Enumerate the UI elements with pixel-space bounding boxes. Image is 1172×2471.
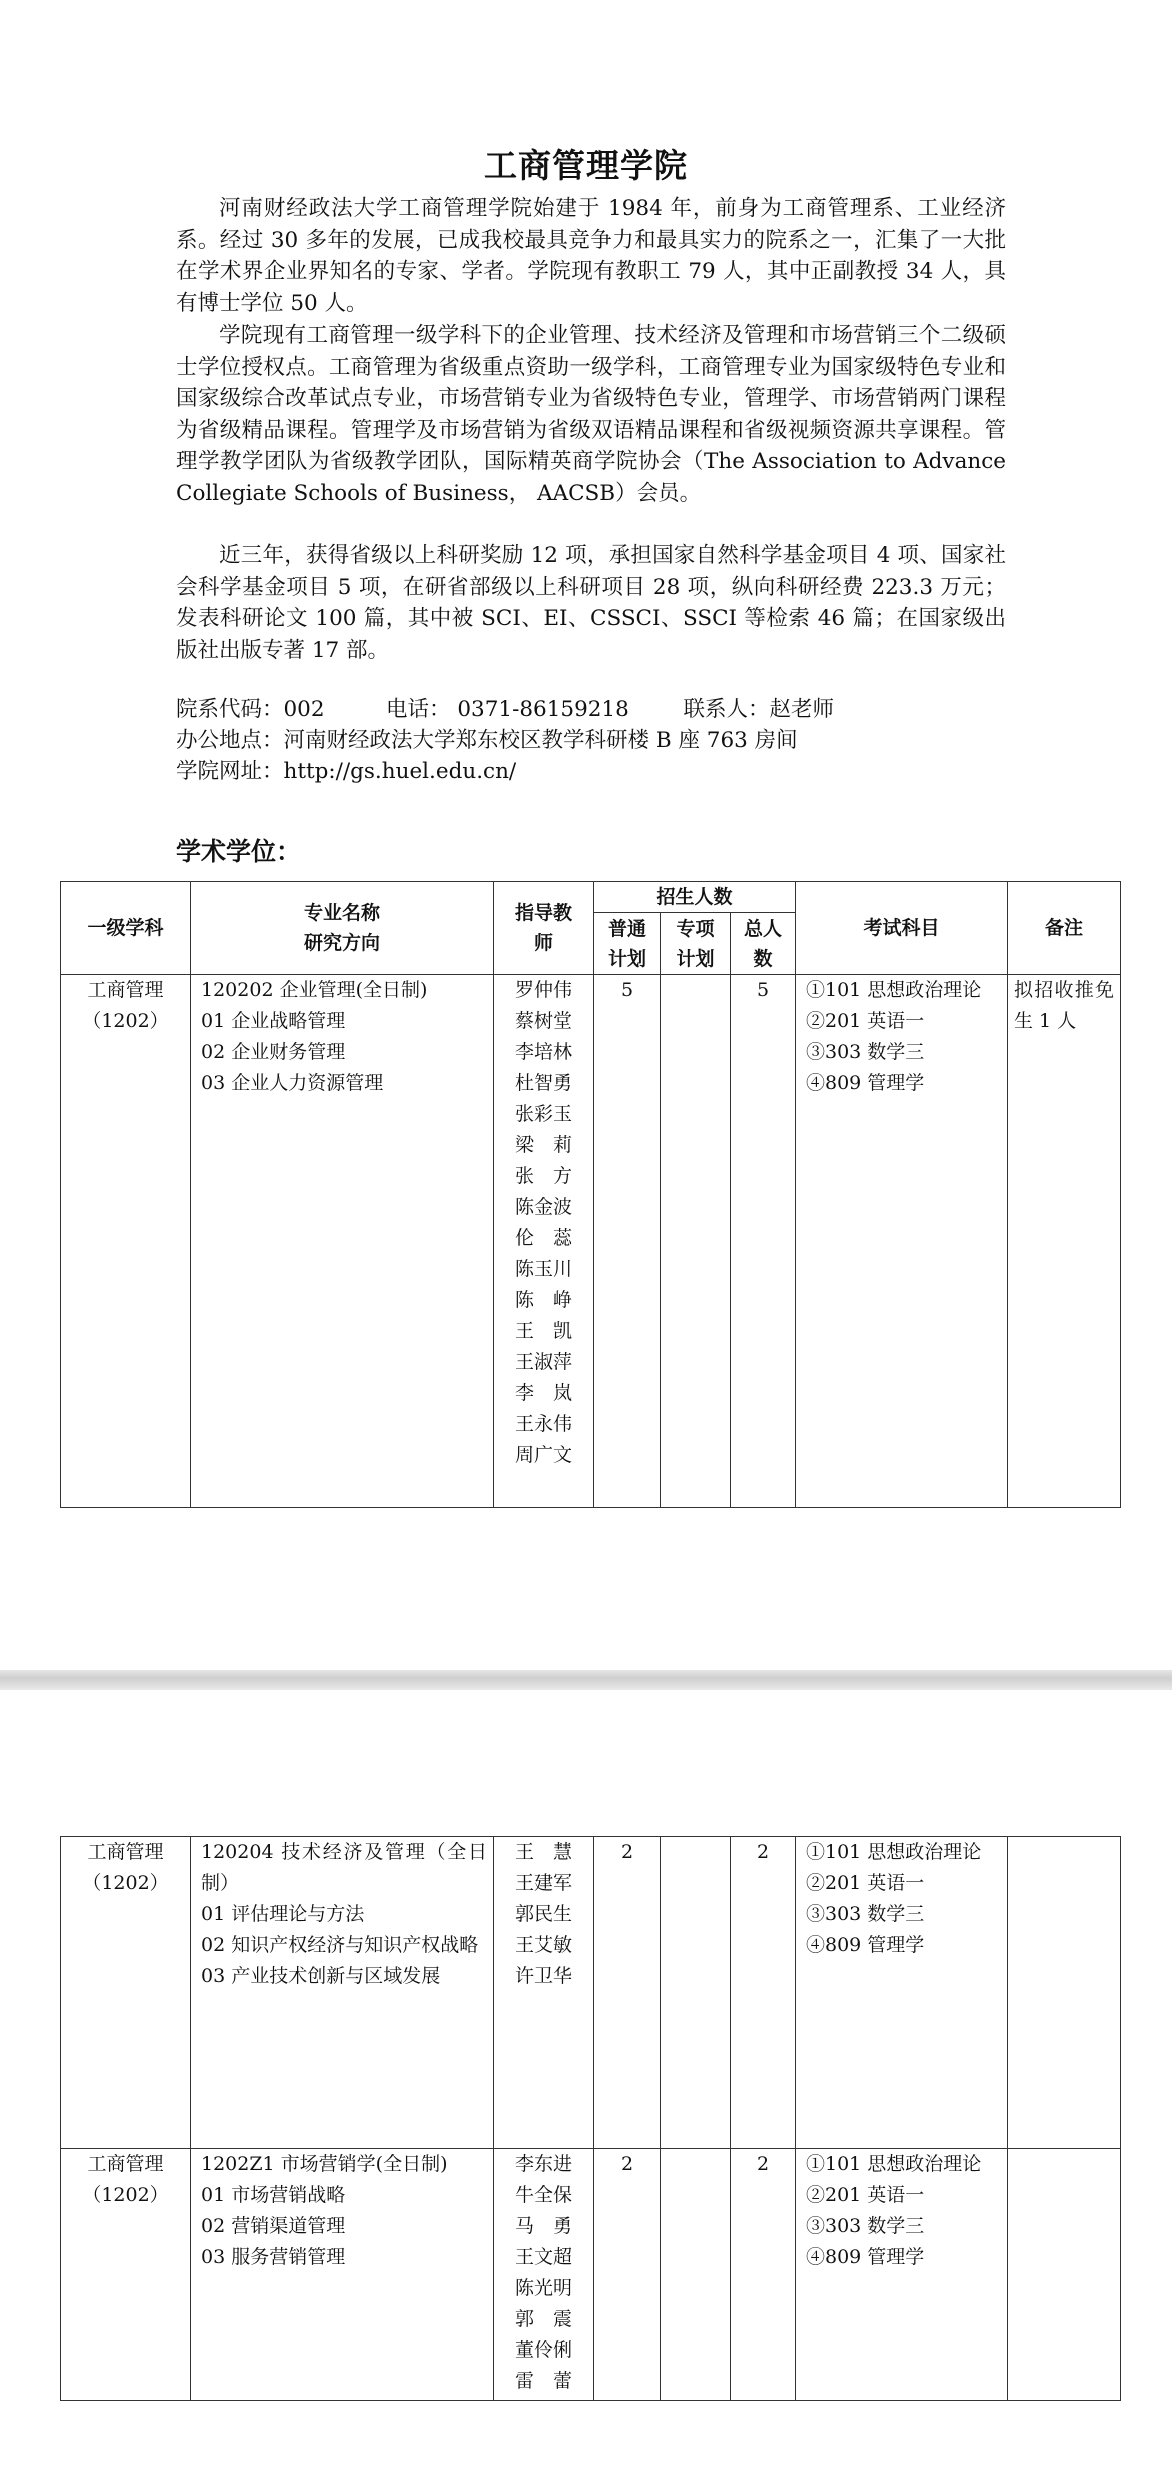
total-cell: 2 — [731, 1837, 796, 2149]
regular-plan-cell: 2 — [594, 2149, 661, 2401]
header-advisor-line2: 师 — [533, 932, 553, 954]
advisor-name: 董伶俐 — [514, 2339, 572, 2361]
exam-item: ②201 英语一 — [806, 1872, 925, 1894]
table-row — [61, 1837, 1121, 2149]
special-plan-cell — [661, 1837, 731, 2149]
intro-paragraph-2: 学院现有工商管理一级学科下的企业管理、技术经济及管理和市场营销三个二级硕士学位授权点。工商管理为省级重点资助一级学科，工商管理专业为国家级特色专业和国家级综合改革试点专业，市场营销专业为省级特色专业，管理学、市场营销两门课程为省级精品课程。管理学及市场营销为省级双语精品课程和省级视频资源共享课程。管理学教学团队为省级教学团队，国际精英商学院协会（The Association to Advance Collegiate Schools of Business， AACSB）会员。 — [176, 323, 1006, 506]
special-plan-cell — [661, 2149, 731, 2401]
exam-cell — [796, 2149, 1008, 2401]
advisor-name: 牛全保 — [514, 2184, 572, 2206]
admission-table — [60, 881, 1121, 1508]
header-major — [191, 882, 494, 975]
header-special-plan — [661, 913, 731, 975]
subject-cell — [61, 2149, 191, 2401]
section-heading: 学术学位： — [176, 837, 302, 866]
header-exam: 考试科目 — [796, 882, 1008, 975]
advisor-name: 陈 峥 — [514, 1289, 572, 1311]
header-subject: 一级学科 — [61, 882, 191, 975]
direction-item: 01 企业战略管理 — [201, 1010, 346, 1032]
intro-paragraph-1: 河南财经政法大学工商管理学院始建于 1984 年，前身为工商管理系、工业经济系。经过 30 多年的发展，已成我校最具竞争力和最具实力的院系之一，汇集了一大批在学术界企业界知名的专家、学者。学院现有教职工 79 人，其中正副教授 34 人，具有博士学位 50 人。 — [176, 196, 1006, 316]
exam-item: ①101 思想政治理论 — [806, 2153, 982, 2175]
exam-cell — [796, 1837, 1008, 2149]
advisor-name: 罗仲伟 — [514, 979, 572, 1001]
advisor-cell — [494, 1837, 594, 2149]
advisor-name: 许卫华 — [514, 1965, 572, 1987]
header-remark: 备注 — [1008, 882, 1121, 975]
subject-code: （1202） — [82, 2184, 169, 2206]
intro-paragraph-3: 近三年，获得省级以上科研奖励 12 项，承担国家自然科学基金项目 4 项、国家社会科学基金项目 5 项，在研省部级以上科研项目 28 项，纵向科研经费 223.3 万元；发表科研论文 100 篇，其中被 SCI、EI、CSSCI、SSCI 等检索 46 篇；在国家级出版社出版专著 17 部。 — [176, 543, 1006, 663]
remark-cell: 拟招收推免生 1 人 — [1008, 975, 1121, 1508]
exam-item: ④809 管理学 — [806, 1072, 925, 1094]
exam-item: ②201 英语一 — [806, 1010, 925, 1032]
exam-item: ④809 管理学 — [806, 1934, 925, 1956]
exam-item: ③303 数学三 — [806, 2215, 925, 2237]
advisor-name: 王永伟 — [514, 1413, 572, 1435]
header-research-direction: 研究方向 — [303, 932, 380, 954]
advisor-name: 李东进 — [514, 2153, 572, 2175]
advisor-name: 王建军 — [514, 1872, 572, 1894]
major-name: 120204 技术经济及管理（全日制） — [201, 1841, 487, 1894]
direction-item: 02 营销渠道管理 — [201, 2215, 346, 2237]
header-special-line1: 专项 — [676, 917, 715, 940]
major-name: 120202 企业管理(全日制) — [201, 979, 428, 1001]
direction-item: 01 评估理论与方法 — [201, 1903, 365, 1925]
advisor-name: 雷 蕾 — [514, 2370, 572, 2392]
subject-name: 工商管理 — [87, 2153, 164, 2175]
exam-cell — [796, 975, 1008, 1508]
header-total-line2: 数 — [753, 947, 773, 970]
table-row — [61, 2149, 1121, 2401]
exam-item: ①101 思想政治理论 — [806, 979, 982, 1001]
total-cell: 2 — [731, 2149, 796, 2401]
advisor-name: 陈金波 — [514, 1196, 572, 1218]
subject-code: （1202） — [82, 1872, 169, 1894]
advisor-name: 马 勇 — [514, 2215, 572, 2237]
contact-line-code-phone: 院系代码：002 电话： 0371-86159218 联系人：赵老师 — [176, 697, 834, 722]
direction-item: 02 知识产权经济与知识产权战略 — [201, 1934, 479, 1956]
header-special-line2: 计划 — [676, 947, 715, 970]
regular-plan-cell: 5 — [594, 975, 661, 1508]
total-cell: 5 — [731, 975, 796, 1508]
exam-item: ②201 英语一 — [806, 2184, 925, 2206]
major-cell — [191, 1837, 494, 2149]
remark-cell — [1008, 1837, 1121, 2149]
advisor-cell — [494, 975, 594, 1508]
subject-code: （1202） — [82, 1010, 169, 1032]
advisor-name: 梁 莉 — [514, 1134, 572, 1156]
header-regular-line2: 计划 — [607, 947, 646, 970]
advisor-cell — [494, 2149, 594, 2401]
table-row — [61, 975, 1121, 1508]
admission-table-continued — [60, 1836, 1121, 2401]
subject-name: 工商管理 — [87, 1841, 164, 1863]
advisor-name: 伦 蕊 — [514, 1227, 572, 1249]
advisor-name: 张 方 — [514, 1165, 572, 1187]
remark-cell — [1008, 2149, 1121, 2401]
page-separator — [0, 1670, 1172, 1690]
header-enrollment: 招生人数 — [594, 882, 796, 913]
advisor-name: 李 岚 — [514, 1382, 572, 1404]
header-regular-plan — [594, 913, 661, 975]
page-title: 工商管理学院 — [484, 146, 688, 185]
subject-cell — [61, 975, 191, 1508]
advisor-name: 杜智勇 — [514, 1072, 572, 1094]
advisor-name: 郭 震 — [514, 2308, 572, 2330]
advisor-name: 郭民生 — [514, 1903, 572, 1925]
contact-line-address: 办公地点：河南财经政法大学郑东校区教学科研楼 B 座 763 房间 — [176, 728, 798, 753]
direction-item: 01 市场营销战略 — [201, 2184, 346, 2206]
advisor-name: 王 慧 — [514, 1841, 572, 1863]
direction-item: 03 企业人力资源管理 — [201, 1072, 384, 1094]
exam-item: ③303 数学三 — [806, 1903, 925, 1925]
advisor-name: 王 凯 — [514, 1320, 572, 1342]
exam-item: ③303 数学三 — [806, 1041, 925, 1063]
document-page-2 — [0, 1690, 1172, 2471]
advisor-name: 王淑萍 — [514, 1351, 572, 1373]
header-regular-line1: 普通 — [607, 917, 646, 940]
direction-item: 03 产业技术创新与区域发展 — [201, 1965, 441, 1987]
regular-plan-cell: 2 — [594, 1837, 661, 2149]
subject-name: 工商管理 — [87, 979, 164, 1001]
advisor-name: 李培林 — [514, 1041, 572, 1063]
header-major-name: 专业名称 — [303, 902, 380, 924]
advisor-name: 王艾敏 — [514, 1934, 572, 1956]
advisor-name: 张彩玉 — [514, 1103, 572, 1125]
header-total — [731, 913, 796, 975]
subject-cell — [61, 1837, 191, 2149]
header-total-line1: 总人 — [743, 917, 782, 940]
major-cell — [191, 2149, 494, 2401]
header-advisor-line1: 指导教 — [514, 902, 572, 924]
contact-line-website: 学院网址：http://gs.huel.edu.cn/ — [176, 759, 517, 784]
advisor-name: 陈光明 — [514, 2277, 572, 2299]
exam-item: ④809 管理学 — [806, 2246, 925, 2268]
major-cell — [191, 975, 494, 1508]
advisor-name: 陈玉川 — [514, 1258, 572, 1280]
header-advisor — [494, 882, 594, 975]
exam-item: ①101 思想政治理论 — [806, 1841, 982, 1863]
special-plan-cell — [661, 975, 731, 1508]
advisor-name: 周广文 — [514, 1444, 572, 1466]
major-name: 1202Z1 市场营销学(全日制) — [201, 2153, 448, 2175]
advisor-name: 王文超 — [514, 2246, 572, 2268]
advisor-name: 蔡树堂 — [514, 1010, 572, 1032]
direction-item: 02 企业财务管理 — [201, 1041, 346, 1063]
direction-item: 03 服务营销管理 — [201, 2246, 346, 2268]
